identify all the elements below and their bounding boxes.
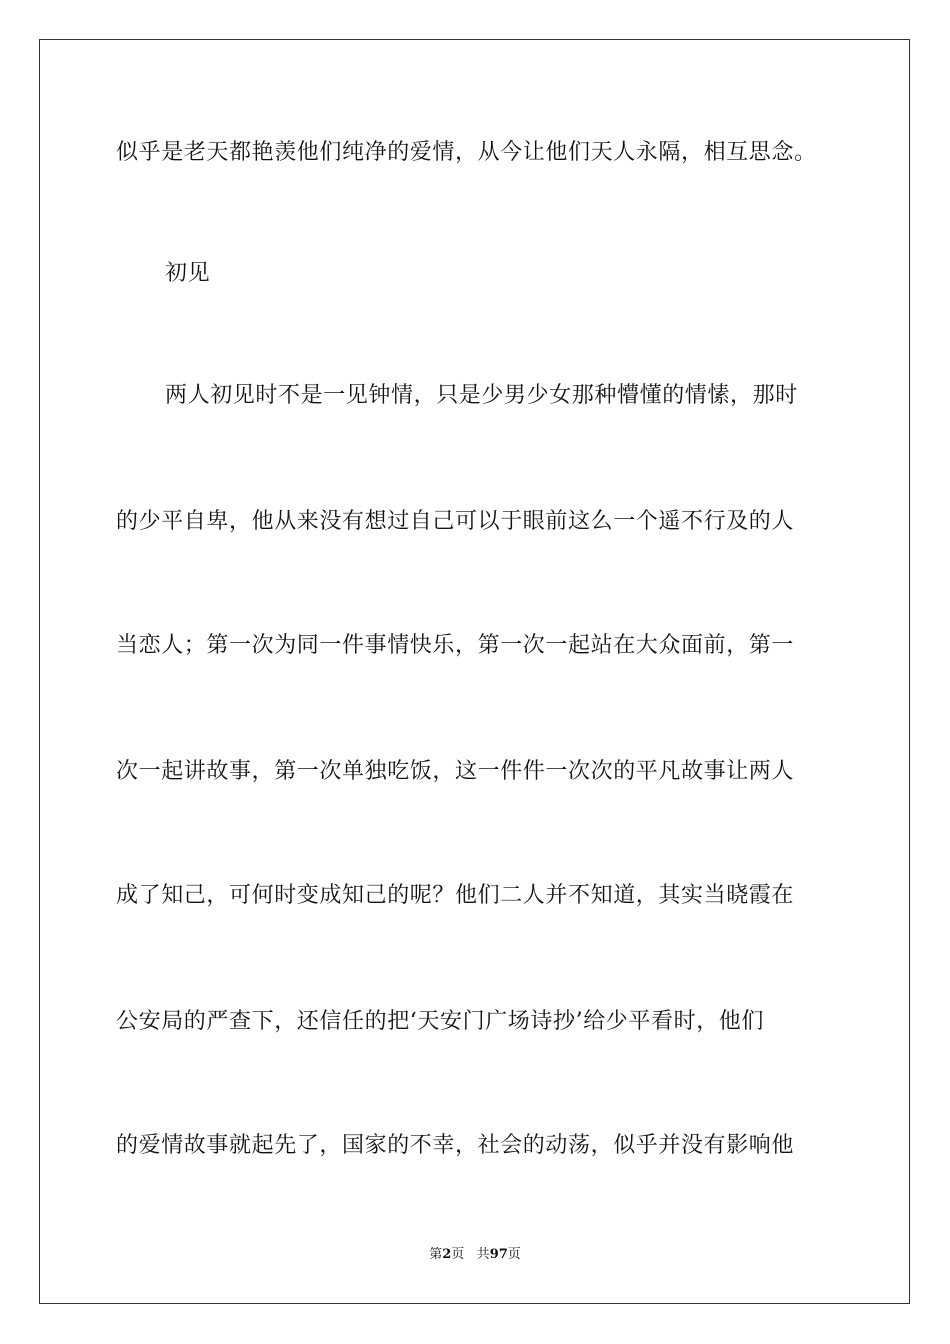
page-suffix: 页	[451, 1247, 465, 1262]
total-pages: 97	[489, 1247, 508, 1262]
paragraph-line-3: 的少平自卑，他从来没有想过自己可以于眼前这么一个遥不行及的人	[116, 509, 795, 534]
page-footer	[0, 1246, 950, 1264]
paragraph-line-5: 次一起讲故事，第一次单独吃饭，这一件件一次次的平凡故事让两人	[116, 759, 795, 784]
total-suffix: 页	[507, 1247, 521, 1262]
paragraph-line-1: 似乎是老天都艳羡他们纯净的爱情，从今让他们天人永隔，相互思念。	[116, 140, 817, 165]
section-heading: 初见	[165, 261, 211, 286]
paragraph-line-2: 两人初见时不是一见钟情，只是少男少女那种懵懂的情愫，那时	[165, 383, 798, 408]
page-prefix: 第	[429, 1247, 443, 1262]
paragraph-line-8: 的爱情故事就起先了，国家的不幸，社会的动荡，似乎并没有影响他	[116, 1133, 795, 1158]
page-number: 2	[442, 1247, 452, 1262]
paragraph-line-6: 成了知己，可何时变成知己的呢？他们二人并不知道，其实当晓霞在	[116, 883, 795, 908]
total-prefix: 共	[476, 1247, 490, 1262]
page-border	[39, 39, 910, 1304]
paragraph-line-7: 公安局的严查下，还信任的把‘天安门广场诗抄’给少平看时，他们	[116, 1009, 764, 1034]
paragraph-line-4: 当恋人；第一次为同一件事情快乐，第一次一起站在大众面前，第一	[116, 633, 795, 658]
